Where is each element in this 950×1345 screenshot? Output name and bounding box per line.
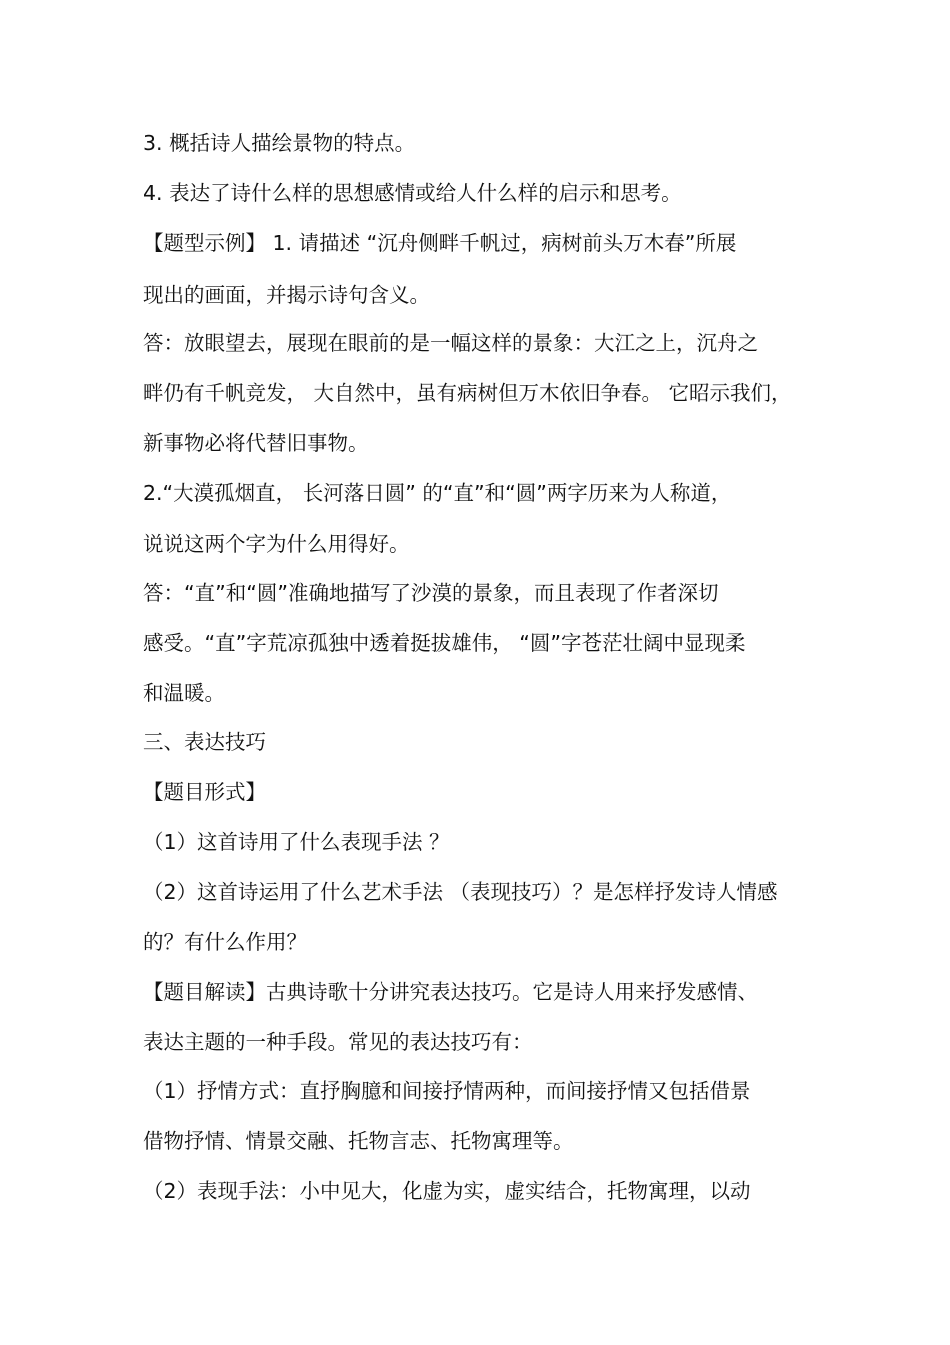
text-line: 和温暖。 [143, 681, 225, 705]
text-line: 表达主题的一种手段。常见的表达技巧有： [143, 1030, 533, 1054]
text-line: 答：“直”和“圆”准确地描写了沙漠的景象，而且表现了作者深切 [143, 581, 719, 605]
text-line: 【题目形式】 [143, 780, 266, 804]
text-line: 2.“大漠孤烟直， 长河落日圆” 的“直”和“圆”两字历来为人称道， [143, 481, 732, 505]
text-line: 4. 表达了诗什么样的思想感情或给人什么样的启示和思考。 [143, 181, 682, 205]
text-line: 畔仍有千帆竞发， 大自然中，虽有病树但万木依旧争春。 它昭示我们， [143, 381, 792, 405]
text-line: 3. 概括诗人描绘景物的特点。 [143, 131, 416, 155]
text-line: 说说这两个字为什么用得好。 [143, 532, 410, 556]
text-line: （1）抒情方式：直抒胸臆和间接抒情两种，而间接抒情又包括借景 [143, 1079, 751, 1103]
text-line: 新事物必将代替旧事物。 [143, 431, 369, 455]
text-line: 【题型示例】 1. 请描述 “沉舟侧畔千帆过，病树前头万木春”所展 [143, 231, 737, 255]
text-line: （2）表现手法：小中见大，化虚为实，虚实结合，托物寓理，以动 [143, 1179, 751, 1203]
text-line: 感受。“直”字荒凉孤独中透着挺拔雄伟， “圆”字苍茫壮阔中显现柔 [143, 631, 746, 655]
text-line: 的？有什么作用？ [143, 930, 307, 954]
text-line: （1）这首诗用了什么表现手法 ？ [143, 830, 450, 854]
text-line: 答：放眼望去，展现在眼前的是一幅这样的景象：大江之上，沉舟之 [143, 331, 758, 355]
text-line: 【题目解读】古典诗歌十分讲究表达技巧。它是诗人用来抒发感情、 [143, 980, 758, 1004]
text-line: 借物抒情、情景交融、托物言志、托物寓理等。 [143, 1129, 574, 1153]
text-line: 现出的画面，并揭示诗句含义。 [143, 283, 430, 307]
text-line: （2）这首诗运用了什么艺术手法 （表现技巧）？是怎样抒发诗人情感 [143, 880, 778, 904]
section-heading: 三、表达技巧 [143, 730, 266, 754]
